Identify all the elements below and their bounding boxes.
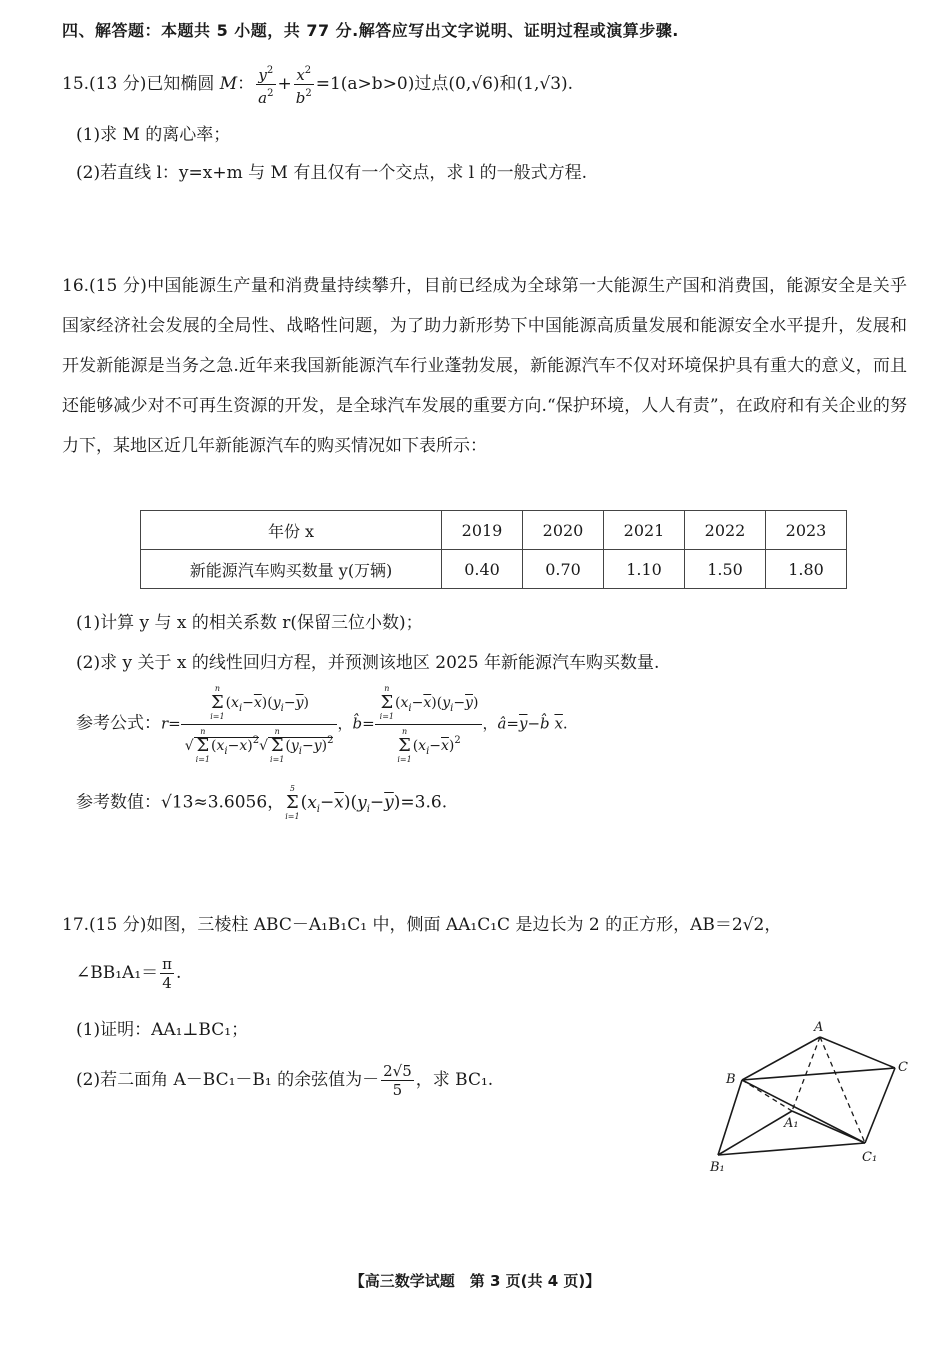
table-row [141, 511, 847, 550]
q15-frac-x: $\frac{x^2}{b^2}$ [294, 62, 314, 107]
formula-label: 参考公式： [76, 713, 161, 734]
table-cell: 0.40 [442, 550, 523, 589]
label-C1: C₁ [862, 1150, 878, 1165]
ref-sqrt: √13≈3.6056 [161, 792, 268, 813]
ref-values-label: 参考数值： [76, 792, 161, 813]
q15-ellipse-name: M [219, 74, 238, 94]
q15-statement: 15.(13 分)已知椭圆 M： $\frac{y^2}{a^2}$ + $\frac{x^2}{b^2}$ =1(a>b>0)过点(0,√6)和(1,√3). [62, 62, 573, 107]
table-row [141, 550, 847, 589]
q16-data-table [140, 510, 847, 589]
q16-part2: (2)求 y 关于 x 的线性回归方程，并预测该地区 2025 年新能源汽车购买数量. [76, 653, 660, 673]
table-cell: 2021 [604, 511, 685, 550]
label-B1: B₁ [710, 1160, 725, 1175]
table-cell: 2019 [442, 511, 523, 550]
table-header-count: 新能源汽车购买数量 y(万辆) [141, 550, 442, 589]
q17-line1: 17.(15 分)如图，三棱柱 ABC－A₁B₁C₁ 中，侧面 AA₁C₁C 是边长为 2 的正方形，AB＝2√2， [62, 915, 782, 935]
table-cell: 1.80 [766, 550, 847, 589]
edge-AB [742, 1037, 820, 1080]
table-cell: 2020 [523, 511, 604, 550]
ref-sum-value: =3.6. [400, 792, 448, 813]
label-C: C [898, 1060, 908, 1075]
table-cell: 1.10 [604, 550, 685, 589]
q16-part1: (1)计算 y 与 x 的相关系数 r(保留三位小数)； [76, 613, 423, 633]
table-cell: 0.70 [523, 550, 604, 589]
table-header-year: 年份 x [141, 511, 442, 550]
label-A: A [814, 1020, 824, 1035]
page-footer: 【高三数学试题 第 3 页(共 4 页)】 [349, 1272, 601, 1290]
q16-paragraph: 16.(15 分)中国能源生产量和消费量持续攀升，目前已经成为全球第一大能源生产国和消费国，能源安全是关乎国家经济社会发展的全局性、战略性问题，为了助力新形势下中国能源高质量发展和能源安全水平提升，发展和开发新能源是当务之急.近年来我国新能源汽车行业蓬勃发展，新能源汽车不仅对环境保护具有重大的意义，而且还能够减少对不可再生资源的开发，是全球汽车发展的重要方向.“保护环境，人人有责”，在政府和有关企业的努力下，某地区近几年新能源汽车的购买情况如下表所示： [62, 276, 907, 456]
q17-angle-text: ∠BB₁A₁＝ [76, 963, 159, 983]
edge-BC [742, 1068, 895, 1080]
formula-r: n Σ i=1 $(x_i-\overline{x})(y_i-\overline{y})$ √ n Σ i=1 $(x_i-\overline{x})^2√$ n Σ i=1 $(y_i-\overline{y})^2$ [181, 684, 338, 765]
q15-condition: =1(a>b>0)过点(0,√6)和(1,√3). [315, 74, 574, 94]
q15-prefix: 15.(13 分)已知椭圆 [62, 74, 220, 94]
q17-frac-cos: $\frac{2√5}{5}$ [383, 1062, 412, 1099]
label-B: B [726, 1072, 736, 1087]
label-A1: A₁ [784, 1116, 799, 1131]
q16-reference-values: 参考数值：√13≈3.6056， 5 Σ i=1 $(x_i-\overline{x})(y_i-\overline{y})=3.6$. [76, 784, 448, 821]
q17-part2-suffix: ，求 BC₁. [415, 1070, 494, 1090]
prism-figure [700, 1015, 920, 1175]
edge-B1C1 [718, 1143, 865, 1155]
q15-part1: (1)求 M 的离心率； [76, 125, 231, 145]
edge-B1A1 [718, 1111, 792, 1155]
table-cell: 2022 [685, 511, 766, 550]
edge-BC1 [742, 1080, 865, 1143]
q17-part1: (1)证明：AA₁⊥BC₁； [76, 1020, 249, 1040]
q15-frac-y: $\frac{y^2}{a^2}$ [256, 62, 275, 107]
section-heading: 四、解答题：本题共 5 小题，共 77 分.解答应写出文字说明、证明过程或演算步骤. [62, 21, 679, 40]
formula-b: n Σ i=1 $(x_i-\overline{x})(y_i-\overline{y})$ n Σ i=1 $(x_i-\overline{x})^2$ [375, 684, 483, 765]
q17-part2 [76, 1062, 493, 1099]
q17-frac-pi: $\frac{\pi}{4}$ [162, 955, 172, 992]
q17-part2-prefix: (2)若二面角 A－BC₁－B₁ 的余弦值为－ [76, 1070, 380, 1090]
q17-angle: ∠BB₁A₁＝ $\frac{\pi}{4}$ . [76, 955, 182, 992]
q15-part2: (2)若直线 l：y=x+m 与 M 有且仅有一个交点，求 l 的一般式方程. [76, 163, 587, 183]
q16-reference-formula: 参考公式：r= n Σ i=1 $(x_i-\overline{x})(y_i-\overline{y})$ √ n Σ i=1 $(x_i-\overline{x})^2√$ n Σ i=1 $(y_i-\overline{y})^2$ ，b̂= n Σ i=1 $(x_i-\overline{x})(y_i-\overline{y})$ n Σ i=1 $(x_i-\overline{x})^2$ ，$â=\overline{y}-b̂$ $\overline{x}$. [76, 684, 568, 764]
table-cell: 2023 [766, 511, 847, 550]
table-cell: 1.50 [685, 550, 766, 589]
edge-CC1 [865, 1068, 895, 1143]
